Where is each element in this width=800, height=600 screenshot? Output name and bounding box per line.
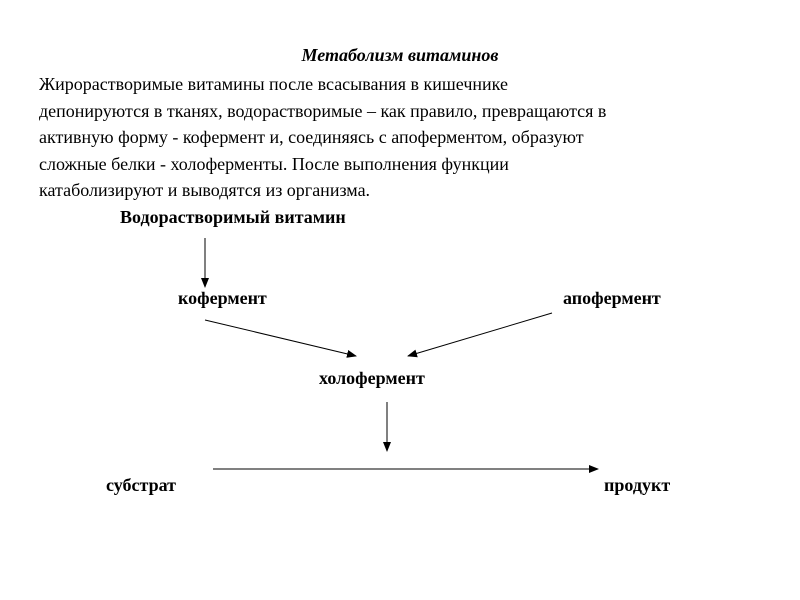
paragraph-line: депонируются в тканях, водорастворимые – как правило, превращаются в bbox=[39, 100, 607, 121]
paragraph-line: катаболизируют и выводятся из организма. bbox=[39, 180, 371, 200]
paragraph-line: активную форму - кофермент и, соединяясь с апоферментом, образуют bbox=[39, 127, 584, 147]
paragraph-line: Жирорастворимые витамины после всасывания в кишечнике bbox=[39, 74, 508, 94]
water-soluble-vitamin-label: Водорастворимый витамин bbox=[120, 207, 346, 227]
holoenzyme-label: холофермент bbox=[319, 368, 425, 388]
page-title: Метаболизм витаминов bbox=[301, 45, 499, 65]
coenzyme-label: кофермент bbox=[178, 288, 267, 308]
product-label: продукт bbox=[604, 475, 671, 495]
apoenzyme-label: апофермент bbox=[563, 288, 661, 308]
apoenzyme-to-holoenzyme-arrow bbox=[408, 313, 552, 356]
substrate-label: субстрат bbox=[106, 475, 176, 495]
paragraph-line: сложные белки - холоферменты. После выполнения функции bbox=[39, 153, 509, 174]
coenzyme-to-holoenzyme-arrow bbox=[205, 320, 356, 356]
